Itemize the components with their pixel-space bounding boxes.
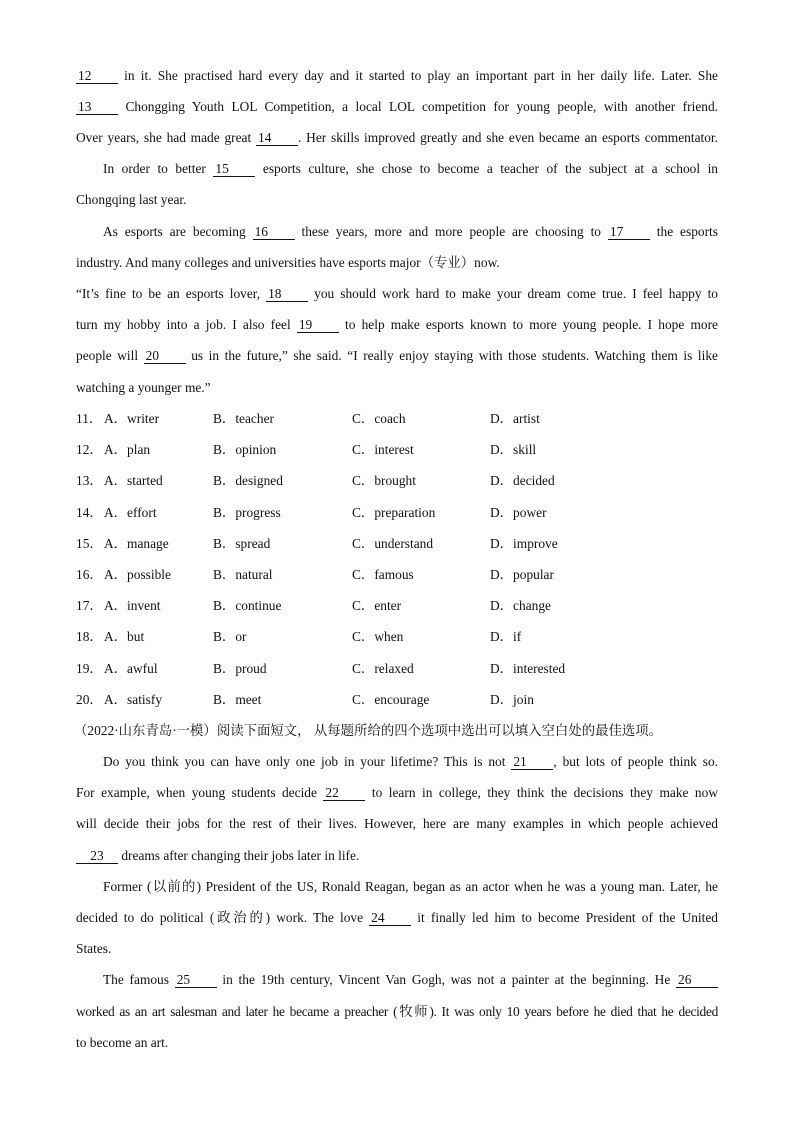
question-number: 20． [76,691,103,707]
answer-blank: 14 [256,130,298,146]
option-a[interactable]: A．awful [104,660,158,676]
passage-line: As esports are becoming 16 these years, more and more people are choosing to 17 the esports [103,224,718,239]
section-instruction: （2022·山东青岛·一模）阅读下面短文， 从每题所给的四个选项中选出可以填入空白处的最佳选项。 [74,723,663,738]
option-c[interactable]: C．encourage [352,691,430,707]
answer-blank: 12 [76,68,118,84]
option-b[interactable]: B．spread [213,535,271,551]
option-a[interactable]: A．possible [104,567,171,582]
passage-line: Former (以前的) President of the US, Ronald Reagan, began as an actor when he was a young man. Later, he [103,879,718,894]
answer-blank: 25 [175,972,217,988]
option-b[interactable]: B．designed [213,473,283,489]
answer-blank: 22 [323,785,365,801]
answer-blank: 17 [608,224,650,240]
option-d[interactable]: D．join [490,691,534,707]
passage-line: watching a younger me.” [76,380,211,395]
question-row [76,410,718,428]
passage-line: Over years, she had made great 14 . Her skills improved greatly and she even became an esports commentator. [76,130,718,145]
passage-line: “It’s fine to be an esports lover, 18 you should work hard to make your dream come true. I feel happy to [76,286,718,301]
option-b[interactable]: B．natural [213,567,273,582]
passage-line: Chongqing last year. [76,192,187,207]
answer-blank: 23 [76,848,118,864]
option-b[interactable]: B．progress [213,504,281,520]
option-a[interactable]: A．manage [104,535,169,551]
answer-blank: 26 [676,972,718,988]
answer-blank: 13 [76,99,118,115]
answer-blank: 20 [144,348,186,364]
passage-line: For example, when young students decide 22 to learn in college, they think the decisions they make now [76,785,718,800]
passage-line: will decide their jobs for the rest of their lives. However, here are many examples in which people achieved [76,816,718,831]
question-row [76,660,718,678]
passage-line: States. [76,941,112,956]
question-number: 19． [76,660,103,676]
question-row [76,597,718,615]
passage-line: The famous 25 in the 19th century, Vincent Van Gogh, was not a painter at the beginning. He 26 [76,971,718,989]
passage-line: 13 Chongging Youth LOL Competition, a local LOL competition for young people, with another friend. [78,99,718,114]
question-row [76,566,718,584]
option-a[interactable]: A．satisfy [104,691,163,707]
option-c[interactable]: C．enter [352,598,402,614]
option-d[interactable]: D．artist [490,411,540,426]
option-a[interactable]: A．invent [104,598,161,614]
question-number: 14． [76,504,103,520]
option-c[interactable]: C．preparation [352,504,436,520]
answer-blank: 18 [266,286,308,302]
option-c[interactable]: C．understand [352,535,434,551]
question-row [76,441,718,459]
passage-line: Do you think you can have only one job in your lifetime? This is not 21 , but lots of people think so. [103,754,719,769]
option-c[interactable]: C．when [352,629,404,645]
passage-line: In order to better 15 esports culture, she chose to become a teacher of the subject at a school in [103,161,718,176]
question-number: 17． [76,598,103,614]
question-row [76,472,718,490]
passage-line: turn my hobby into a job. I also feel 19 to help make esports known to more young people. I hope more [76,317,718,332]
option-b[interactable]: B．opinion [213,442,277,458]
question-number: 13． [76,473,103,489]
option-d[interactable]: D．improve [490,535,558,551]
option-a[interactable]: A．started [104,473,163,489]
question-number: 11． [76,411,103,426]
option-d[interactable]: D．popular [490,567,554,582]
option-c[interactable]: C．coach [352,411,406,426]
answer-blank: 24 [369,910,411,926]
passage-line: worked as an art salesman and later he became a preacher (牧师). It was only 10 years before he died that he decided [76,1004,718,1019]
option-a[interactable]: A．plan [104,442,151,458]
question-row [76,628,718,646]
option-d[interactable]: D．power [490,504,547,520]
option-a[interactable]: A．writer [104,411,160,426]
option-b[interactable]: B．meet [213,691,262,707]
passage-line: decided to do political (政治的) work. The love 24 it finally led him to become President of the United [76,910,718,925]
answer-blank: 15 [213,161,255,177]
question-number: 15． [76,535,103,551]
option-b[interactable]: B．proud [213,660,267,676]
passage-line: people will 20 us in the future,” she said. “I really enjoy staying with those students. Watching them is like [76,348,718,363]
answer-blank: 16 [253,224,295,240]
question-row [76,691,718,709]
question-number: 18． [76,629,103,645]
option-d[interactable]: D．interested [490,660,566,676]
option-a[interactable]: A．effort [104,504,157,520]
passage-line: to become an art. [76,1035,169,1050]
answer-blank: 19 [297,317,339,333]
option-d[interactable]: D．if [490,629,522,645]
question-row [76,504,718,522]
option-b[interactable]: B．continue [213,598,282,614]
option-a[interactable]: A．but [104,629,145,645]
passage-line: industry. And many colleges and universities have esports major（专业）now. [76,255,500,270]
passage-line: 12 in it. She practised hard every day and it started to play an important part in her daily life. Later. She [78,68,718,83]
option-d[interactable]: D．decided [490,473,555,489]
option-c[interactable]: C．relaxed [352,660,414,676]
option-b[interactable]: B．teacher [213,411,274,426]
question-row [76,535,718,553]
option-c[interactable]: C．brought [352,473,416,489]
answer-blank: 21 [511,754,553,770]
question-number: 12． [76,442,103,458]
option-d[interactable]: D．skill [490,442,537,458]
question-number: 16． [76,567,103,582]
option-d[interactable]: D．change [490,598,551,614]
passage-line: 23 dreams after changing their jobs later in life. [76,847,718,865]
option-c[interactable]: C．famous [352,567,414,582]
option-b[interactable]: B．or [213,629,247,645]
option-c[interactable]: C．interest [352,442,414,458]
